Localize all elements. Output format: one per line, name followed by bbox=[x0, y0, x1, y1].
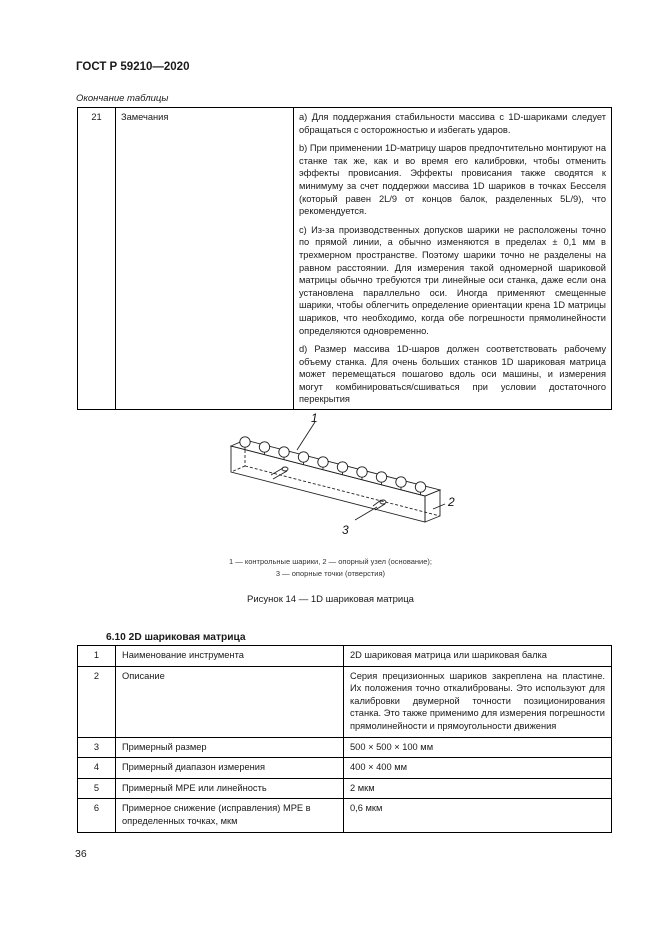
support-hole bbox=[271, 467, 288, 479]
remarks-table bbox=[77, 107, 612, 410]
section-title: 6.10 2D шариковая матрица bbox=[106, 632, 246, 643]
figure-legend-line-1: 1 — контрольные шарики, 2 — опорный узел (основание); bbox=[229, 557, 432, 566]
control-ball bbox=[376, 472, 386, 482]
page-number: 36 bbox=[75, 848, 87, 860]
table-continuation-note: Окончание таблицы bbox=[76, 93, 169, 104]
row-value: 2D шариковая матрица или шариковая балка bbox=[344, 646, 612, 667]
row-number: 1 bbox=[78, 646, 116, 667]
ball-array-figure bbox=[225, 410, 475, 550]
table-row bbox=[78, 778, 612, 799]
control-ball bbox=[279, 447, 289, 457]
callout-1: 1 bbox=[311, 411, 318, 425]
specs-table bbox=[77, 645, 612, 833]
remark-a: а) Для поддержания стабильности массива с 1D-шариками следует обращаться с осторожностью и избегать ударов. bbox=[299, 112, 606, 135]
standard-header: ГОСТ Р 59210—2020 bbox=[76, 61, 190, 73]
row-value: 500 × 500 × 100 мм bbox=[344, 737, 612, 758]
row-value: Серия прецизионных шариков закреплена на пластине. Их положения точно откалиброваны. Это используют для калибровки двумерной точности позиционирования станка. Это также применимо для измерения погрешности прямолинейности и прямоугольности движения bbox=[344, 666, 612, 737]
row-number: 3 bbox=[78, 737, 116, 758]
control-ball bbox=[415, 482, 425, 492]
control-ball bbox=[337, 462, 347, 472]
row-number: 21 bbox=[78, 108, 116, 410]
row-label: Примерное снижение (исправления) MPE в определенных точках, мкм bbox=[116, 799, 344, 832]
remark-d: d) Размер массива 1D-шаров должен соответствовать рабочему объему станка. Для очень больших станков 1D шариковая матрица может перемещаться пошагово вдоль оси машины, и измерения могут комбинироваться/сшиваться при условии достаточного перекрытия bbox=[299, 344, 606, 405]
row-label: Примерный диапазон измерения bbox=[116, 758, 344, 779]
row-label: Замечания bbox=[116, 108, 294, 410]
row-number: 4 bbox=[78, 758, 116, 779]
table-row bbox=[78, 108, 612, 410]
row-label: Примерный MPE или линейность bbox=[116, 778, 344, 799]
row-label: Наименование инструмента bbox=[116, 646, 344, 667]
control-ball bbox=[357, 467, 367, 477]
table-row bbox=[78, 646, 612, 667]
figure-title: Рисунок 14 — 1D шариковая матрица bbox=[247, 594, 414, 605]
remark-c: с) Из-за производственных допусков шарики не расположены точно по прямой линии, а обычно изменяются в пределах ± 0,1 мм в трехмерном пространстве. Поэтому шарики точно не разделены на равном расстоянии. Для измерения такой одномерной шариковой матрицы обычно требуются три линейные оси станка, даже если она установлена параллельно оси. Иногда применяют смещенные шарики, чтобы облегчить определение ориентации крена 1D матрицы шариков, что необходимо, когда обе погрешности прямолинейности определяются одновременно. bbox=[299, 224, 606, 336]
table-row bbox=[78, 758, 612, 779]
control-ball bbox=[259, 442, 269, 452]
beam-end-face bbox=[425, 490, 440, 522]
row-number: 5 bbox=[78, 778, 116, 799]
row-label: Описание bbox=[116, 666, 344, 737]
control-ball bbox=[318, 457, 328, 467]
control-ball bbox=[298, 452, 308, 462]
row-value: 2 мкм bbox=[344, 778, 612, 799]
callout-3: 3 bbox=[342, 523, 349, 537]
remark-b: b) При применении 1D-матрицу шаров предпочтительно монтируют на станке так же, как и во время его калибровки, чтобы отменить эффекты провисания. Эффекты провисания также сводятся к минимуму за счет поддержки массива 1D шариков в точках Бесселя (который равен 2L/9 от концов балок, разделенных 5L/9), что рекомендуется. bbox=[299, 143, 606, 217]
table-row bbox=[78, 666, 612, 737]
remarks-cell bbox=[294, 108, 612, 410]
control-ball bbox=[240, 437, 250, 447]
table-row bbox=[78, 737, 612, 758]
table-row bbox=[78, 799, 612, 832]
row-value: 0,6 мкм bbox=[344, 799, 612, 832]
callout-2: 2 bbox=[448, 495, 455, 509]
row-number: 2 bbox=[78, 666, 116, 737]
row-value: 400 × 400 мм bbox=[344, 758, 612, 779]
figure-legend-line-2: 3 — опорные точки (отверстия) bbox=[275, 569, 386, 578]
row-number: 6 bbox=[78, 799, 116, 832]
control-ball bbox=[396, 477, 406, 487]
row-label: Примерный размер bbox=[116, 737, 344, 758]
